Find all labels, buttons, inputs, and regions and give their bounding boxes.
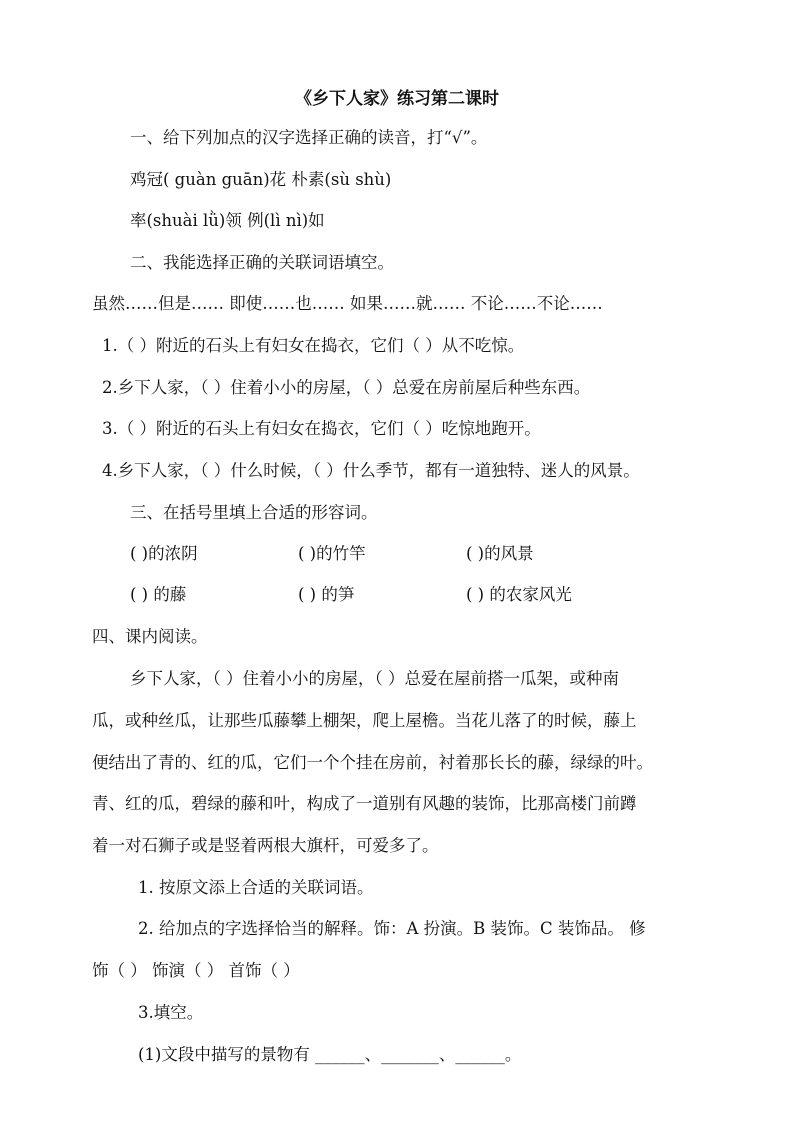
page-title: 《乡下人家》练习第二课时 — [295, 89, 499, 109]
adjective-blank: ( )的竹竿 — [298, 544, 366, 563]
pinyin-question-1: 鸡冠( guàn guān)花 朴素(sù shù) — [130, 170, 392, 189]
reading-question-2-answers: 饰（ ） 饰演（ ） 首饰（ ） — [92, 961, 300, 980]
reading-question-2: 2. 给加点的字选择恰当的解释。饰：A 扮演。B 装饰。C 装饰品。 修 — [138, 919, 646, 938]
connective-item-1: 1.（ ）附近的石头上有妇女在捣衣，它们（ ）从不吃惊。 — [102, 336, 525, 355]
section1-heading: 一、给下列加点的汉字选择正确的读音，打“√”。 — [130, 128, 488, 147]
passage-line: 便结出了青的、红的瓜，它们一个个挂在房前，衬着那长长的藤，绿绿的叶。 — [92, 753, 653, 772]
adjective-blank: ( )的浓阴 — [130, 544, 198, 563]
reading-question-3: 3.填空。 — [138, 1003, 204, 1022]
passage-line: 青、红的瓜，碧绿的藤和叶，构成了一道别有风趣的装饰，比那高楼门前蹲 — [92, 794, 637, 813]
section2-heading: 二、我能选择正确的关联词语填空。 — [130, 253, 394, 272]
section3-heading: 三、在括号里填上合适的形容词。 — [130, 503, 378, 522]
reading-question-3-1: (1)文段中描写的景物有 ______、_______、______。 — [138, 1045, 522, 1064]
adjective-blank: ( ) 的农家风光 — [466, 585, 572, 604]
adjective-blank: ( )的风景 — [466, 544, 534, 563]
connective-item-3: 3.（ ）附近的石头上有妇女在捣衣，它们（ ）吃惊地跑开。 — [102, 419, 541, 438]
adjective-blank: ( ) 的笋 — [298, 585, 355, 604]
connective-item-2: 2.乡下人家，（ ）住着小小的房屋，（ ）总爱在房前屋后种些东西。 — [102, 378, 591, 397]
adjective-blank: ( ) 的藤 — [130, 585, 187, 604]
connective-item-4: 4.乡下人家，（ ）什么时候，（ ）什么季节，都有一道独特、迷人的风景。 — [102, 461, 640, 480]
passage-line: 着一对石狮子或是竖着两根大旗杆，可爱多了。 — [92, 836, 439, 855]
section4-heading: 四、课内阅读。 — [92, 627, 208, 646]
passage-line: 瓜，或种丝瓜，让那些瓜藤攀上棚架，爬上屋檐。当花儿落了的时候，藤上 — [92, 711, 637, 730]
connective-options: 虽然……但是…… 即使……也…… 如果……就…… 不论……不论…… — [92, 294, 603, 313]
reading-question-1: 1. 按原文添上合适的关联词语。 — [138, 878, 374, 897]
pinyin-question-2: 率(shuài lǜ)领 例(lì nì)如 — [130, 211, 325, 230]
passage-line: 乡下人家，（ ）住着小小的房屋，（ ）总爱在屋前搭一瓜架，或种南 — [130, 669, 619, 688]
